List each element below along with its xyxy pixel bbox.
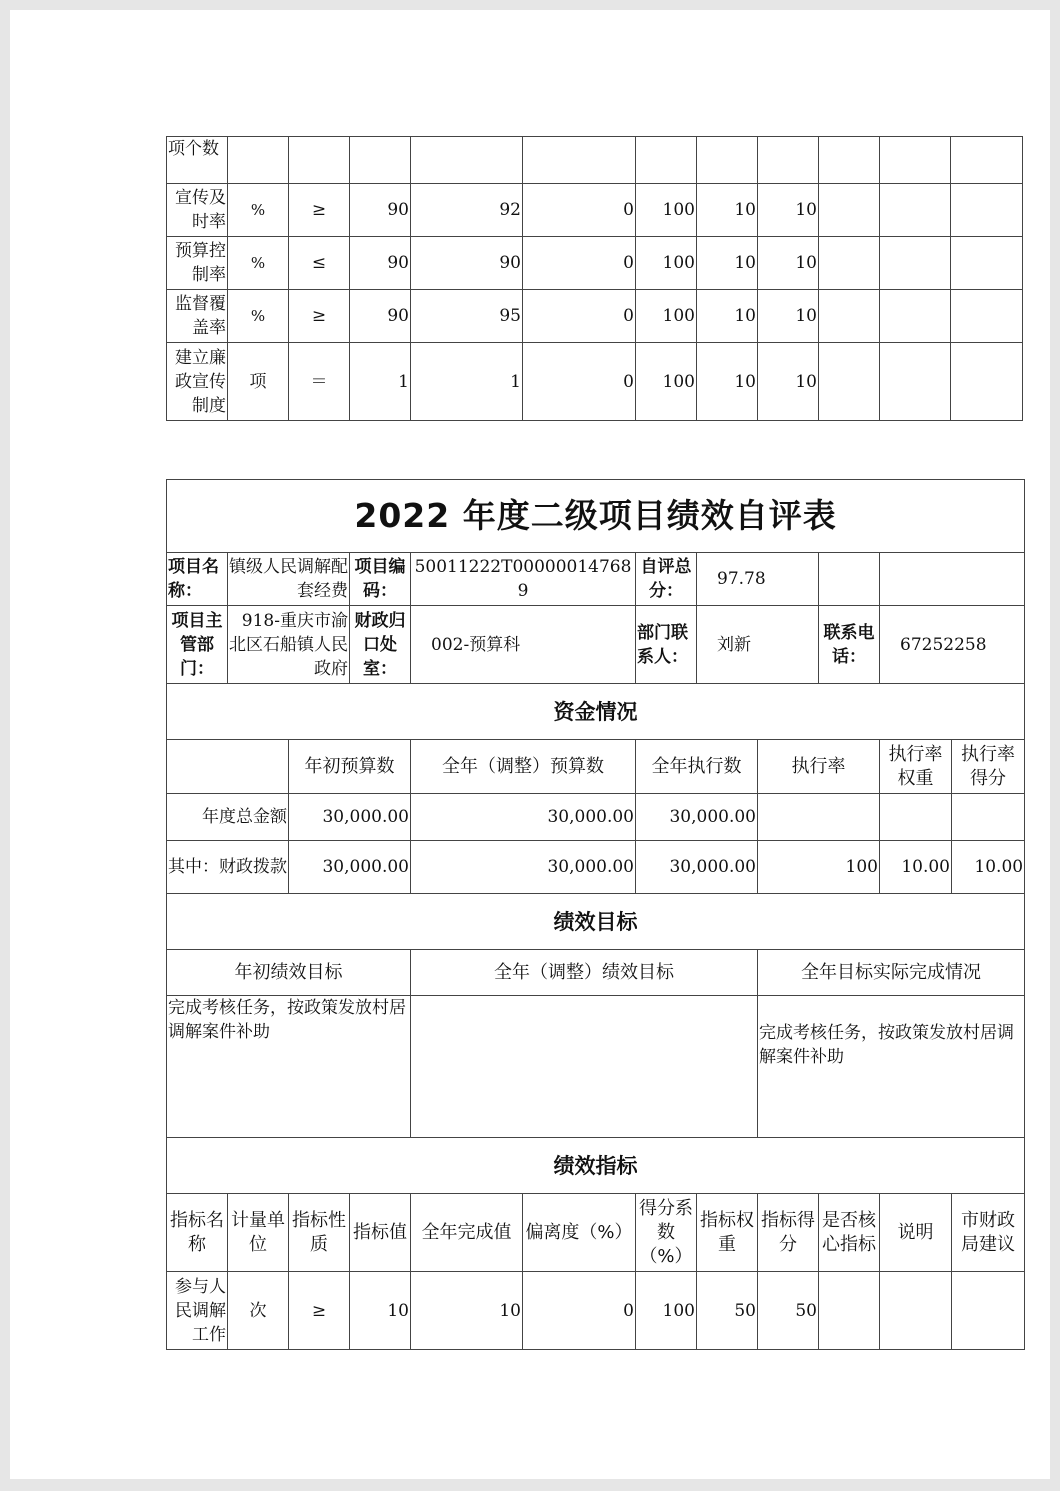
funds-section-title: 资金情况	[167, 684, 1025, 740]
rate-weight-cell	[880, 794, 952, 841]
coef-cell: 100	[636, 237, 697, 290]
indicator-name-cell: 预算控制率	[167, 237, 228, 290]
indicators-section-title: 绩效指标	[167, 1138, 1025, 1194]
indicator-header: 指标得分	[758, 1194, 819, 1272]
project-name-label: 项目名称：	[167, 553, 228, 606]
executed-cell: 30,000.00	[636, 794, 758, 841]
unit-cell: 次	[228, 1272, 289, 1350]
project-name-value: 镇级人民调解配套经费	[228, 553, 350, 606]
indicator-header: 指标值	[350, 1194, 411, 1272]
adjusted-goal-text	[411, 996, 758, 1138]
indicator-name-cell: 监督覆盖率	[167, 290, 228, 343]
rate-cell: 100	[758, 841, 880, 894]
coef-cell: 100	[636, 290, 697, 343]
score-cell: 10	[758, 343, 819, 421]
actual-cell: 95	[411, 290, 523, 343]
unit-cell: 项	[228, 343, 289, 421]
actual-completion-text: 完成考核任务，按政策发放村居调解案件补助	[758, 996, 1025, 1138]
indicator-header: 说明	[880, 1194, 952, 1272]
indicator-header: 是否核心指标	[819, 1194, 880, 1272]
deviation-cell: 0	[523, 237, 636, 290]
weight-cell: 10	[697, 290, 758, 343]
score-cell: 50	[758, 1272, 819, 1350]
table-row	[167, 137, 1023, 184]
initial-budget-cell: 30,000.00	[289, 841, 411, 894]
goals-header: 全年目标实际完成情况	[758, 950, 1025, 996]
goals-header-row	[167, 950, 1025, 996]
phone-label: 联系电话：	[819, 606, 880, 684]
table-row	[167, 343, 1023, 421]
target-cell: 90	[350, 184, 411, 237]
target-cell: 10	[350, 1272, 411, 1350]
indicator-table-continued	[166, 136, 1023, 421]
funds-header-row	[167, 740, 1025, 794]
indicator-header: 得分系数（%）	[636, 1194, 697, 1272]
target-cell: 90	[350, 237, 411, 290]
target-cell: 90	[350, 290, 411, 343]
funds-section-row	[167, 684, 1025, 740]
indicators-section-row	[167, 1138, 1025, 1194]
indicator-name-cell: 建立廉政宣传制度	[167, 343, 228, 421]
goals-header: 全年（调整）绩效目标	[411, 950, 758, 996]
indicator-header: 指标性质	[289, 1194, 350, 1272]
unit-cell: %	[228, 237, 289, 290]
score-cell: 10	[758, 184, 819, 237]
indicator-header: 计量单位	[228, 1194, 289, 1272]
funds-header: 执行率得分	[952, 740, 1025, 794]
table-row	[167, 184, 1023, 237]
nature-cell: ≥	[289, 290, 350, 343]
indicator-header: 偏离度（%）	[523, 1194, 636, 1272]
rate-score-cell	[952, 794, 1025, 841]
deviation-cell: 0	[523, 290, 636, 343]
document-page	[10, 10, 1050, 1479]
indicator-header: 全年完成值	[411, 1194, 523, 1272]
adjusted-budget-cell: 30,000.00	[411, 841, 636, 894]
finance-office-label: 财政归口处室：	[350, 606, 411, 684]
unit-cell: %	[228, 290, 289, 343]
actual-cell: 10	[411, 1272, 523, 1350]
title-row	[167, 480, 1025, 553]
department-info-row	[167, 606, 1025, 684]
project-code-label: 项目编码：	[350, 553, 411, 606]
target-cell: 1	[350, 343, 411, 421]
dept-value: 918-重庆市渝北区石船镇人民政府	[228, 606, 350, 684]
initial-budget-cell: 30,000.00	[289, 794, 411, 841]
actual-cell: 1	[411, 343, 523, 421]
table-row	[167, 237, 1023, 290]
finance-office-value: 002-预算科	[411, 606, 636, 684]
funds-header: 执行率权重	[880, 740, 952, 794]
indicator-header: 市财政局建议	[952, 1194, 1025, 1272]
score-cell: 10	[758, 290, 819, 343]
coef-cell: 100	[636, 1272, 697, 1350]
table-row	[167, 290, 1023, 343]
weight-cell: 10	[697, 343, 758, 421]
initial-goal-text: 完成考核任务，按政策发放村居调解案件补助	[167, 996, 411, 1138]
self-score-value: 97.78	[697, 553, 819, 606]
project-info-row	[167, 553, 1025, 606]
nature-cell: ≤	[289, 237, 350, 290]
weight-cell: 10	[697, 184, 758, 237]
funds-header: 执行率	[758, 740, 880, 794]
indicators-header-row	[167, 1194, 1025, 1272]
goals-header: 年初绩效目标	[167, 950, 411, 996]
unit-cell: %	[228, 184, 289, 237]
funds-header: 全年（调整）预算数	[411, 740, 636, 794]
table-row	[167, 1272, 1025, 1350]
actual-cell: 90	[411, 237, 523, 290]
indicator-name-cell: 参与人民调解工作	[167, 1272, 228, 1350]
weight-cell: 50	[697, 1272, 758, 1350]
project-code-value: 50011222T000000147689	[411, 553, 636, 606]
goals-section-title: 绩效目标	[167, 894, 1025, 950]
funds-row-label: 年度总金额	[167, 794, 289, 841]
contact-label: 部门联系人：	[636, 606, 697, 684]
adjusted-budget-cell: 30,000.00	[411, 794, 636, 841]
dept-label: 项目主管部门：	[167, 606, 228, 684]
rate-cell	[758, 794, 880, 841]
goals-section-row	[167, 894, 1025, 950]
funds-total-row	[167, 794, 1025, 841]
coef-cell: 100	[636, 184, 697, 237]
goals-content-row	[167, 996, 1025, 1138]
indicator-name-cell: 宣传及时率	[167, 184, 228, 237]
contact-value: 刘新	[697, 606, 819, 684]
nature-cell: ≥	[289, 184, 350, 237]
indicator-name-cell: 项个数	[167, 137, 228, 184]
indicator-header: 指标名称	[167, 1194, 228, 1272]
actual-cell: 92	[411, 184, 523, 237]
rate-weight-cell: 10.00	[880, 841, 952, 894]
indicator-header: 指标权重	[697, 1194, 758, 1272]
self-score-label: 自评总分：	[636, 553, 697, 606]
deviation-cell: 0	[523, 184, 636, 237]
self-evaluation-form	[166, 479, 1025, 1350]
funds-header: 年初预算数	[289, 740, 411, 794]
funds-finance-row	[167, 841, 1025, 894]
deviation-cell: 0	[523, 1272, 636, 1350]
nature-cell: ＝	[289, 343, 350, 421]
weight-cell: 10	[697, 237, 758, 290]
form-title: 2022 年度二级项目绩效自评表	[167, 480, 1025, 553]
nature-cell: ≥	[289, 1272, 350, 1350]
funds-row-label: 其中：财政拨款	[167, 841, 289, 894]
executed-cell: 30,000.00	[636, 841, 758, 894]
phone-value: 67252258	[880, 606, 1025, 684]
coef-cell: 100	[636, 343, 697, 421]
score-cell: 10	[758, 237, 819, 290]
deviation-cell: 0	[523, 343, 636, 421]
rate-score-cell: 10.00	[952, 841, 1025, 894]
funds-header: 全年执行数	[636, 740, 758, 794]
